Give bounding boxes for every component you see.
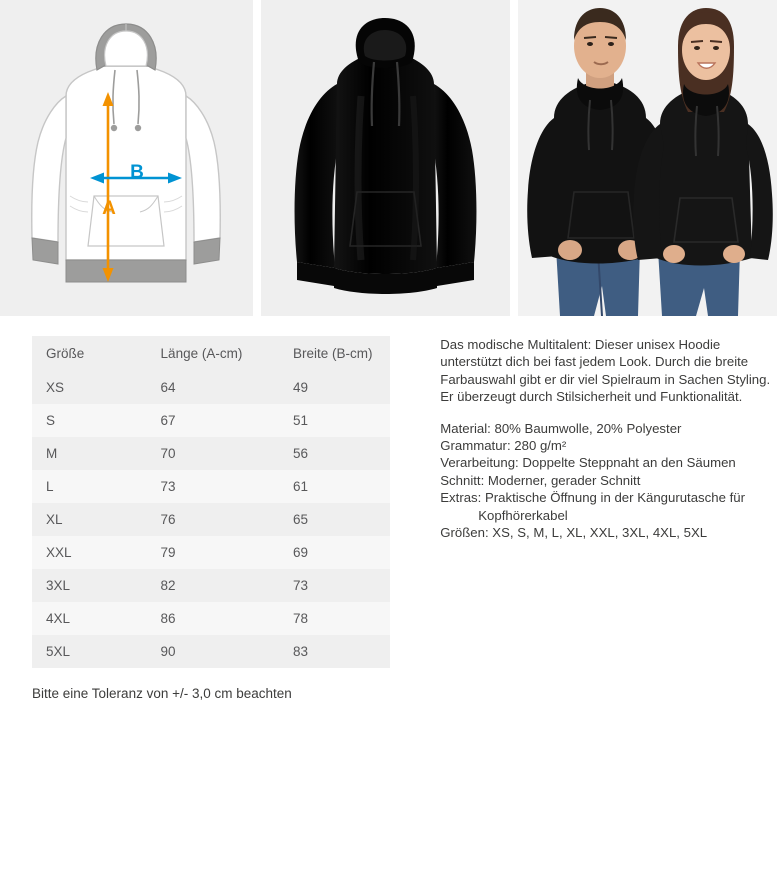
cell-size: XL	[32, 503, 147, 536]
cell-length: 76	[147, 503, 279, 536]
description-grammatur: Grammatur: 280 g/m²	[440, 438, 567, 454]
description-intro: Das modische Multitalent: Dieser unisex Hoodie unterstützt dich bei fast jedem Look. Durch die breite Farbauswahl gibt er dir viel Spielraum in Sachen Styling. Er überzeugt durch Stilsicherheit und Funktionalität.	[440, 337, 771, 405]
black-hoodie-photo-panel	[261, 0, 510, 316]
details-section	[0, 336, 777, 668]
cell-length: 73	[147, 470, 279, 503]
cell-size: 4XL	[32, 602, 147, 635]
spacer	[440, 406, 777, 420]
column-header-width: Breite (B-cm)	[279, 336, 390, 371]
cell-length: 90	[147, 635, 279, 668]
cell-width: 56	[279, 437, 390, 470]
two-models-wearing-black-hoodies-photo	[518, 0, 777, 316]
table-row	[32, 503, 390, 536]
description-extras-continued: Kopfhörerkabel	[478, 507, 568, 523]
column-header-length: Länge (A-cm)	[147, 336, 279, 371]
cell-width: 51	[279, 404, 390, 437]
cell-size: M	[32, 437, 147, 470]
cell-size: S	[32, 404, 147, 437]
description-extras: Extras: Praktische Öffnung in der Kängurutasche für	[440, 490, 745, 506]
product-description	[440, 336, 777, 668]
cell-length: 64	[147, 371, 279, 404]
cell-width: 78	[279, 602, 390, 635]
table-row	[32, 602, 390, 635]
table-row	[32, 404, 390, 437]
cell-length: 70	[147, 437, 279, 470]
tolerance-note: Bitte eine Toleranz von +/- 3,0 cm beachten	[32, 686, 292, 701]
cell-width: 61	[279, 470, 390, 503]
black-hoodie-product-photo	[261, 0, 510, 316]
table-row	[32, 437, 390, 470]
column-header-size: Größe	[32, 336, 147, 371]
table-row	[32, 536, 390, 569]
cell-length: 79	[147, 536, 279, 569]
cell-size: L	[32, 470, 147, 503]
size-table-header-row	[32, 336, 390, 371]
description-groessen: Größen: XS, S, M, L, XL, XXL, 3XL, 4XL, 5XL	[440, 525, 708, 541]
hoodie-technical-drawing-panel	[0, 0, 253, 316]
cell-size: 5XL	[32, 635, 147, 668]
description-material: Material: 80% Baumwolle, 20% Polyester	[440, 420, 682, 436]
table-row	[32, 569, 390, 602]
description-schnitt: Schnitt: Moderner, gerader Schnitt	[440, 472, 641, 488]
description-verarbeitung: Verarbeitung: Doppelte Steppnaht an den Säumen	[440, 455, 736, 471]
product-image-row	[0, 0, 777, 316]
size-table	[32, 336, 390, 668]
cell-width: 49	[279, 371, 390, 404]
cell-length: 86	[147, 602, 279, 635]
cell-width: 83	[279, 635, 390, 668]
cell-width: 65	[279, 503, 390, 536]
table-row	[32, 470, 390, 503]
hoodie-technical-drawing	[0, 0, 253, 316]
measurement-label-b: B	[130, 162, 144, 183]
table-row	[32, 371, 390, 404]
cell-width: 73	[279, 569, 390, 602]
cell-size: 3XL	[32, 569, 147, 602]
size-table-wrapper	[32, 336, 418, 668]
cell-size: XS	[32, 371, 147, 404]
table-row	[32, 635, 390, 668]
cell-length: 82	[147, 569, 279, 602]
cell-size: XXL	[32, 536, 147, 569]
cell-width: 69	[279, 536, 390, 569]
models-photo-panel	[518, 0, 777, 316]
cell-length: 67	[147, 404, 279, 437]
measurement-label-a: A	[102, 198, 116, 219]
